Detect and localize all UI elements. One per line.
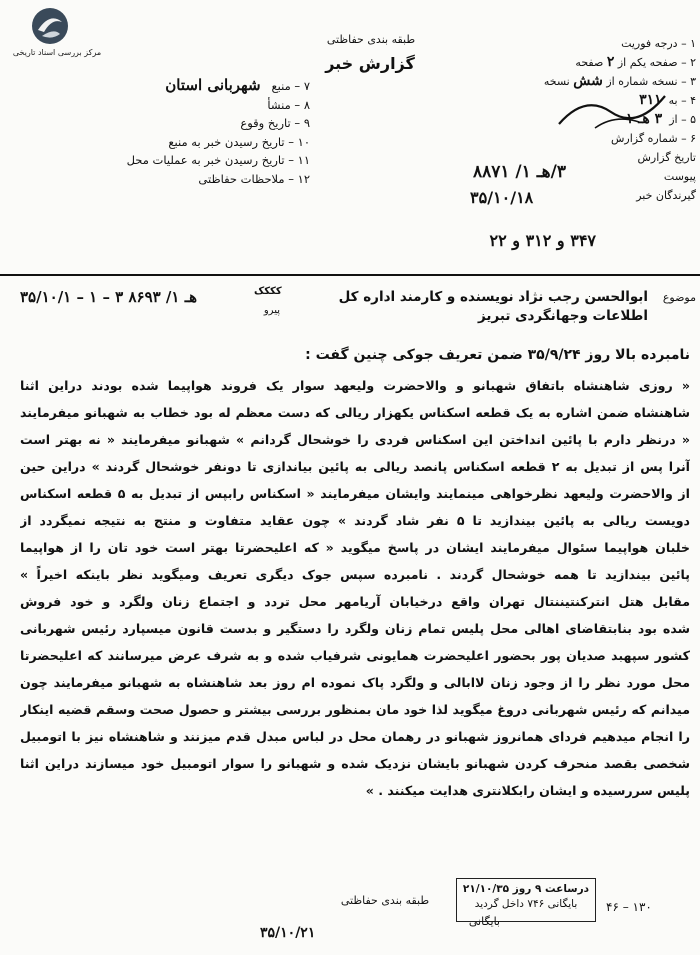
field-received-ops-date: ۱۱ – تاریخ رسیدن خبر به عملیات محل xyxy=(126,153,310,167)
footer-scrawl: بایگانی xyxy=(468,915,500,928)
document-title: گزارش خبر xyxy=(325,54,415,73)
archive-emblem-icon xyxy=(30,6,70,46)
field-report-date: تاریخ گزارش xyxy=(637,151,696,164)
field-to: ۴ – به ۳۱۱ xyxy=(639,92,696,108)
report-number-value: ۳/هـ ۱/ ۸۸۷۱ xyxy=(472,162,566,182)
subject-label: موضوع xyxy=(662,291,696,304)
field-occurrence-date: ۹ – تاریخ وقوع xyxy=(240,116,310,130)
reference-stamp: کککک xyxy=(254,286,282,297)
field-security-notes: ۱۲ – ملاحظات حفاظتی xyxy=(198,171,310,186)
body-line: مقابل هتل انترکنتیننتال تهران واقع درخیابان آریامهر محل تردد و اجتماع زنان ولگرد و خود فروش xyxy=(20,594,690,609)
field-urgency: ۱ – درجه فوریت xyxy=(621,37,696,50)
body-line: پائین بیندازید تا همه خوشحال گردند . نامبرده سپس جوک دیگری تعریف ومیگوید نظر باینکه اخیراً » xyxy=(20,567,690,582)
field-recipients: گیرندگان خبر xyxy=(636,189,696,202)
field-received-source-date: ۱۰ – تاریخ رسیدن خبر به منبع xyxy=(168,134,310,149)
field-attachment: پیوست xyxy=(663,170,696,183)
report-date-value: ۳۵/۱۰/۱۸ xyxy=(470,188,534,207)
field-source-value: شهربانی استان xyxy=(165,76,261,94)
footer-serial: ۳۵/۱۰/۲۱ xyxy=(260,925,316,941)
left-fields xyxy=(110,76,310,188)
field-report-number: ۶ – شماره گزارش xyxy=(610,132,696,145)
body-line: « درنظر دارم با پائین انداختن این اسکناس فردی را خوشحال گردانم » شهبانو میفرمایند « نه بهتر است xyxy=(20,432,690,447)
field-page: ۲ – صفحه یکم از ۲ صفحه xyxy=(575,54,696,70)
body-line: دویست ریالی به پائین بیندازید تا ۵ نفر شاد گردند » چون عقاید متفاوت و منتج به نتیجه نمیگردد از xyxy=(20,513,690,528)
body-line: شاهنشاه ضمن اشاره به یک قطعه اسکناس یکهزار ریالی که دست معظم له بود خطاب به شهبانو میفرمایند xyxy=(20,405,690,420)
body-line: آنرا پس از تبدیل به ۲ قطعه اسکناس پانصد ریالی به پائین بیاندازی تا دونفر خوشحال گردند » دراین حین xyxy=(20,459,690,474)
report-body xyxy=(20,372,690,804)
body-line: « روزی شاهنشاه باتفاق شهبانو و والاحضرت ولیعهد سوار یک فروند هواپیما شده بودند دراین اثنا xyxy=(20,378,690,393)
reference-number: ۴۶ – ۱۳۰ xyxy=(606,900,652,914)
archive-logo xyxy=(8,6,106,64)
archive-stamp-line-1: درساعت ۹ روز ۲۱/۱۰/۳۵ xyxy=(462,883,590,895)
subject-text xyxy=(330,288,648,326)
subject-line-2: اطلاعات وجهانگردی تبریز xyxy=(477,308,648,324)
body-line: از والاحضرت ولیعهد نظرخواهی مینمایند وایشان میفرمایند « اسکناس رابپس از تبدیل به ۵ قطعه اسکناس xyxy=(20,486,690,501)
classification-top: طبقه بندی حفاظتی xyxy=(326,33,416,46)
body-line: کشور سپهبد صدیان پور بحضور اعلیحضرت همایونی شرفیاب شده و به شرف عرض میرسانند که اعلیحضرتا xyxy=(20,648,690,663)
recipients-value: ۳۴۷ و ۳۱۲ و ۲۲ xyxy=(489,231,596,250)
field-origin: ۸ – منشأ xyxy=(267,97,310,112)
body-line: پلیس سررسیده و ایشان رابکلانتری هدایت میکنند . » xyxy=(365,783,690,798)
subject-line-1: ابوالحسن رجب نژاد نویسنده و کارمند اداره کل xyxy=(338,289,648,305)
body-intro: نامبرده بالا روز ۳۵/۹/۲۴ ضمن تعریف جوکی چنین گفت : xyxy=(305,347,690,363)
field-from: ۵ – از ۳ هـ ۱ xyxy=(625,111,696,127)
body-line: میدانم که رئیس شهربانی دروغ میگوید لذا خود مان بمنظور بررسی بیشتر و حصول صحت وسقم قضیه اینکار xyxy=(20,702,690,717)
body-line: شده بود بنابتقاضای اهالی محل پلیس تمام زنان ولگرد را دستگیر و بدست قانون میسپارد رئیس شهربانی xyxy=(20,621,690,636)
body-line: شخصی بقصد منحرف کردن شهبانو بایشان نزدیک شده و شهبانو را سوار اتومبیل خود میسازند دراین اثنا xyxy=(20,756,690,771)
reference-serial: ۳۵/۱۰/۱ – ۱ – ۳ هـ ۱/ ۸۶۹۳ xyxy=(20,288,197,306)
reference-marker: پیرو xyxy=(263,305,280,316)
classification-bottom: طبقه بندی حفاظتی xyxy=(340,894,430,907)
field-source: ۷ – منبع شهربانی استان xyxy=(165,76,310,94)
archive-logo-text: مرکز بررسی اسناد تاریخی xyxy=(12,48,102,57)
body-line: خلبان هواپیما سئوال میفرمایند ایشان در پاسخ میگوید « که اعلیحضرتا بهتر است خود تان را از هواپیما xyxy=(20,540,690,555)
field-copy: ۳ – نسخه شماره از شش نسخه xyxy=(543,73,696,89)
archive-stamp-line-2: بایگانی ۷۴۶ داخل گردید xyxy=(474,898,578,910)
header-divider xyxy=(0,274,700,276)
body-line: را انجام میدهیم فردای همانروز شهبانو در رهمان محل در لباس مبدل قدم میزنند و شاهنشاه نیز با اتومبیل xyxy=(20,729,690,744)
body-line: محل مورد نظر را از وجود زنان لاابالی و ولگرد پاک نموده ام روز بعد شاهنشاه به شهبانو میفرمایند چون xyxy=(20,675,690,690)
handwritten-signature xyxy=(555,84,675,134)
